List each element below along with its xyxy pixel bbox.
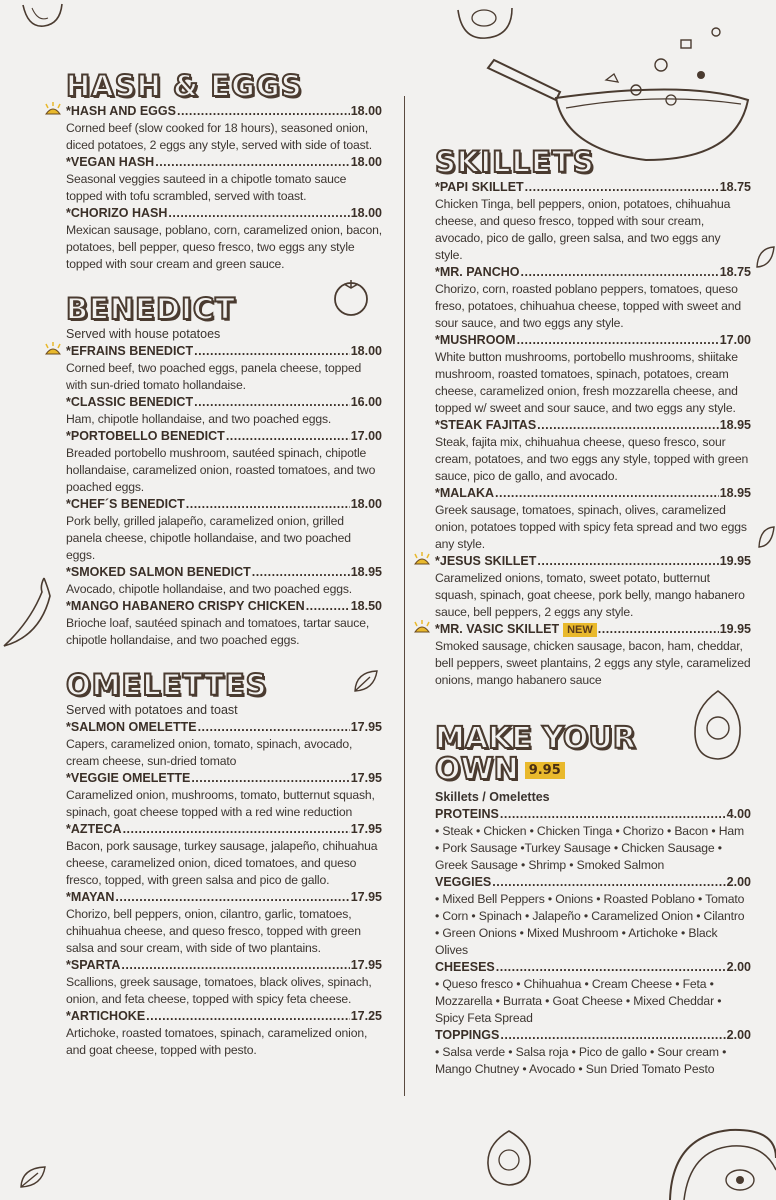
item-price: 18.00: [350, 206, 382, 220]
menu-item: [435, 179, 751, 264]
item-price: 17.95: [350, 890, 382, 904]
menu-item: [66, 205, 382, 273]
item-price: 17.95: [350, 771, 382, 785]
section-skillets: [435, 145, 751, 689]
item-price: 17.25: [350, 1009, 382, 1023]
section-title: HASH & EGGS: [66, 69, 303, 103]
menu-item: [66, 154, 382, 205]
menu-item: [435, 264, 751, 332]
item-name: *SALMON OMELETTE: [66, 720, 197, 734]
chef-favorite-icon: [44, 102, 62, 118]
group-price: 2.00: [726, 875, 751, 889]
item-price: 18.95: [350, 565, 382, 579]
item-description: Mexican sausage, poblano, corn, caramelized onion, bacon, potatoes, bell pepper, queso fresco, two eggs any style topped with sour cream and green sauce.: [66, 223, 382, 271]
section-hash-eggs: [66, 69, 382, 273]
item-description: Corned beef (slow cooked for 18 hours), seasoned onion, diced potatoes, 2 eggs any style, served with side of toast.: [66, 121, 373, 152]
item-price: 17.95: [350, 822, 382, 836]
leaf-sketch-right: [754, 244, 776, 270]
group-name: VEGGIES: [435, 875, 492, 889]
item-price: 16.00: [350, 395, 382, 409]
item-name: *MR. PANCHO: [435, 265, 520, 279]
title-line-1: MAKE YOUR: [435, 721, 636, 756]
section-benedict: [66, 292, 382, 649]
group-price: 4.00: [726, 807, 751, 821]
group-options: • Mixed Bell Peppers • Onions • Roasted Poblano • Tomato • Corn • Spinach • Jalapeño • Caramelized Onion • Cilantro • Green Onions • Mixed Mushroom • Artichoke • Black Olives: [435, 892, 745, 957]
item-name: *EFRAINS BENEDICT: [66, 344, 194, 358]
item-name: *MALAKA: [435, 486, 495, 500]
item-name: *MR. VASIC SKILLET: [435, 622, 560, 636]
group-name: CHEESES: [435, 960, 495, 974]
menu-item: [435, 621, 751, 689]
item-description: Seasonal veggies sauteed in a chipotle tomato sauce topped with tofu scrambled, served with toast.: [66, 172, 347, 203]
section-subtitle: Served with house potatoes: [66, 327, 221, 341]
group-options: • Steak • Chicken • Chicken Tinga • Chorizo • Bacon • Ham • Pork Sausage •Turkey Sausage • Chicken Sausage • Greek Sausage • Shrimp • Smoked Salmon: [435, 824, 745, 872]
item-price: 18.50: [350, 599, 382, 613]
menu-item: [435, 485, 751, 553]
leaf-sketch-bottom: [18, 1164, 48, 1190]
item-price: 17.95: [350, 958, 382, 972]
item-price: 17.00: [350, 429, 382, 443]
item-name: *MANGO HABANERO CRISPY CHICKEN: [66, 599, 305, 613]
section-subtitle: Served with potatoes and toast: [66, 703, 238, 717]
menu-item: [66, 564, 382, 598]
item-description: Pork belly, grilled jalapeño, caramelized onion, grilled panela cheese, chipotle hollandaise, and two poached eggs.: [66, 514, 351, 562]
item-description: Chorizo, bell peppers, onion, cilantro, garlic, tomatoes, chihuahua cheese, and queso fresco, topped with green salsa and sour cream, with side of two plantains.: [66, 907, 361, 955]
item-description: Ham, chipotle hollandaise, and two poached eggs.: [66, 412, 332, 426]
item-description: White button mushrooms, portobello mushrooms, shiitake mushroom, roasted tomatoes, spinach, potatoes, cream cheese, caramelized onion, fresh mozzarella cheese, and topped w/ sweet and sour sauce, and two eggs any style.: [435, 350, 738, 415]
item-name: *ARTICHOKE: [66, 1009, 146, 1023]
addon-group: [435, 806, 751, 874]
menu-item: [66, 889, 382, 957]
item-price: 18.00: [350, 155, 382, 169]
price-badge: 9.95: [525, 762, 565, 779]
item-description: Capers, caramelized onion, tomato, spinach, avocado, cream cheese, sun-dried tomato: [66, 737, 353, 768]
item-description: Brioche loaf, sautéed spinach and tomatoes, tartar sauce, chipotle hollandaise, and two poached eggs.: [66, 616, 370, 647]
menu-item: [66, 343, 382, 394]
item-name: *PORTOBELLO BENEDICT: [66, 429, 225, 443]
item-description: Caramelized onion, mushrooms, tomato, butternut squash, spinach, goat cheese topped with a red wine reduction: [66, 788, 375, 819]
menu-item: [435, 553, 751, 621]
item-name: *HASH AND EGGS: [66, 104, 176, 118]
addon-group: [435, 959, 751, 1027]
item-price: 17.00: [719, 333, 751, 347]
title-line-2: OWN: [435, 752, 519, 787]
group-name: TOPPINGS: [435, 1028, 500, 1042]
menu-item: [66, 1008, 382, 1059]
item-name: *STEAK FAJITAS: [435, 418, 537, 432]
item-description: Avocado, chipotle hollandaise, and two poached eggs.: [66, 582, 353, 596]
section-subtitle: Skillets / Omelettes: [435, 790, 550, 804]
item-name: *CHEF´S BENEDICT: [66, 497, 185, 511]
item-description: Chorizo, corn, roasted poblano peppers, tomatoes, queso freso, potatoes, chihuahua cheese, topped with sweet and sour sauce, and two eggs any style.: [435, 282, 741, 330]
egg-bottom-sketch: [482, 1128, 536, 1188]
item-price: 18.95: [719, 418, 751, 432]
item-name: *PAPI SKILLET: [435, 180, 524, 194]
item-name: *CLASSIC BENEDICT: [66, 395, 194, 409]
left-column: [66, 69, 382, 1059]
item-description: Scallions, greek sausage, tomatoes, black olives, spinach, onion, and feta cheese, topped with spicy feta cheese.: [66, 975, 372, 1006]
item-description: Artichoke, roasted tomatoes, spinach, caramelized onion, and goat cheese, topped with pesto.: [66, 1026, 368, 1057]
menu-item: [435, 417, 751, 485]
chili-sketch: [0, 576, 54, 650]
item-price: 18.00: [350, 104, 382, 118]
item-description: Bacon, pork sausage, turkey sausage, jalapeño, chihuahua cheese, caramelized onion, diced tomatoes, and queso fresco, topped, with green salsa and pico de gallo.: [66, 839, 378, 887]
addon-group: [435, 1027, 751, 1078]
item-description: Greek sausage, tomatoes, spinach, olives, caramelized onion, potatoes topped with spicy feta spread and two eggs any style.: [435, 503, 747, 551]
item-price: 19.95: [719, 554, 751, 568]
item-price: 18.00: [350, 344, 382, 358]
menu-item: [66, 598, 382, 649]
group-name: PROTEINS: [435, 807, 499, 821]
leaf-sketch-right-2: [756, 524, 776, 550]
item-price: 18.75: [719, 265, 751, 279]
item-name: *SPARTA: [66, 958, 121, 972]
section-title: SKILLETS: [435, 145, 595, 179]
chef-favorite-icon: [44, 342, 62, 358]
group-price: 2.00: [726, 1028, 751, 1042]
item-name: *MUSHROOM: [435, 333, 516, 347]
menu-item: [66, 957, 382, 1008]
chef-favorite-icon: [413, 552, 431, 568]
item-price: 19.95: [719, 622, 751, 636]
column-divider: [404, 96, 405, 1096]
menu-item: [66, 394, 382, 428]
item-name: *JESUS SKILLET: [435, 554, 537, 568]
section-title: [435, 723, 751, 785]
section-make-your-own: [435, 723, 751, 1078]
menu-item: [66, 719, 382, 770]
item-name: *VEGGIE OMELETTE: [66, 771, 191, 785]
right-column: [435, 145, 751, 1078]
item-description: Corned beef, two poached eggs, panela cheese, topped with sun-dried tomato hollandaise.: [66, 361, 362, 392]
item-description: Breaded portobello mushroom, sautéed spinach, chipotle hollandaise, caramelized onion, roasted tomatoes, and two poached eggs.: [66, 446, 376, 494]
garlic-sketch: [18, 0, 68, 30]
group-price: 2.00: [726, 960, 751, 974]
section-omelettes: [66, 668, 382, 1059]
section-title: OMELETTES: [66, 668, 268, 702]
menu-item: [66, 103, 382, 154]
item-name: *AZTECA: [66, 822, 122, 836]
menu-item: [66, 770, 382, 821]
menu-item: [66, 821, 382, 889]
menu-item: [435, 332, 751, 417]
new-badge: NEW: [563, 623, 597, 637]
addon-group: [435, 874, 751, 959]
bowl-sketch: [660, 1118, 776, 1200]
group-options: • Salsa verde • Salsa roja • Pico de gallo • Sour cream • Mango Chutney • Avocado • Sun Dried Tomato Pesto: [435, 1045, 727, 1076]
item-description: Chicken Tinga, bell peppers, onion, potatoes, chihuahua cheese, and queso fresco, topped with sour cream, avocado, pico de gallo, green salsa, and two eggs any style.: [435, 197, 731, 262]
item-description: Caramelized onions, tomato, sweet potato, butternut squash, spinach, goat cheese, pork belly, mango habanero sauce, bell peppers, 2 eggs any style.: [435, 571, 745, 619]
item-name: *MAYAN: [66, 890, 115, 904]
section-title: BENEDICT: [66, 292, 236, 326]
chef-favorite-icon: [413, 620, 431, 636]
group-options: • Queso fresco • Chihuahua • Cream Cheese • Feta • Mozzarella • Burrata • Goat Cheese • Mixed Cheddar • Spicy Feta Spread: [435, 977, 722, 1025]
item-price: 18.95: [719, 486, 751, 500]
item-description: Smoked sausage, chicken sausage, bacon, ham, cheddar, bell peppers, sweet plantains, 2 eggs any style, caramelized onions, mango habanero sauce: [435, 639, 751, 687]
menu-item: [66, 428, 382, 496]
item-name: *VEGAN HASH: [66, 155, 155, 169]
item-description: Steak, fajita mix, chihuahua cheese, queso fresco, sour cream, potatoes, and two eggs any style, topped with green sauce, pico de gallo, and avocado.: [435, 435, 749, 483]
item-price: 18.75: [719, 180, 751, 194]
item-price: 17.95: [350, 720, 382, 734]
item-name: *SMOKED SALMON BENEDICT: [66, 565, 251, 579]
item-price: 18.00: [350, 497, 382, 511]
menu-item: [66, 496, 382, 564]
item-name: *CHORIZO HASH: [66, 206, 168, 220]
